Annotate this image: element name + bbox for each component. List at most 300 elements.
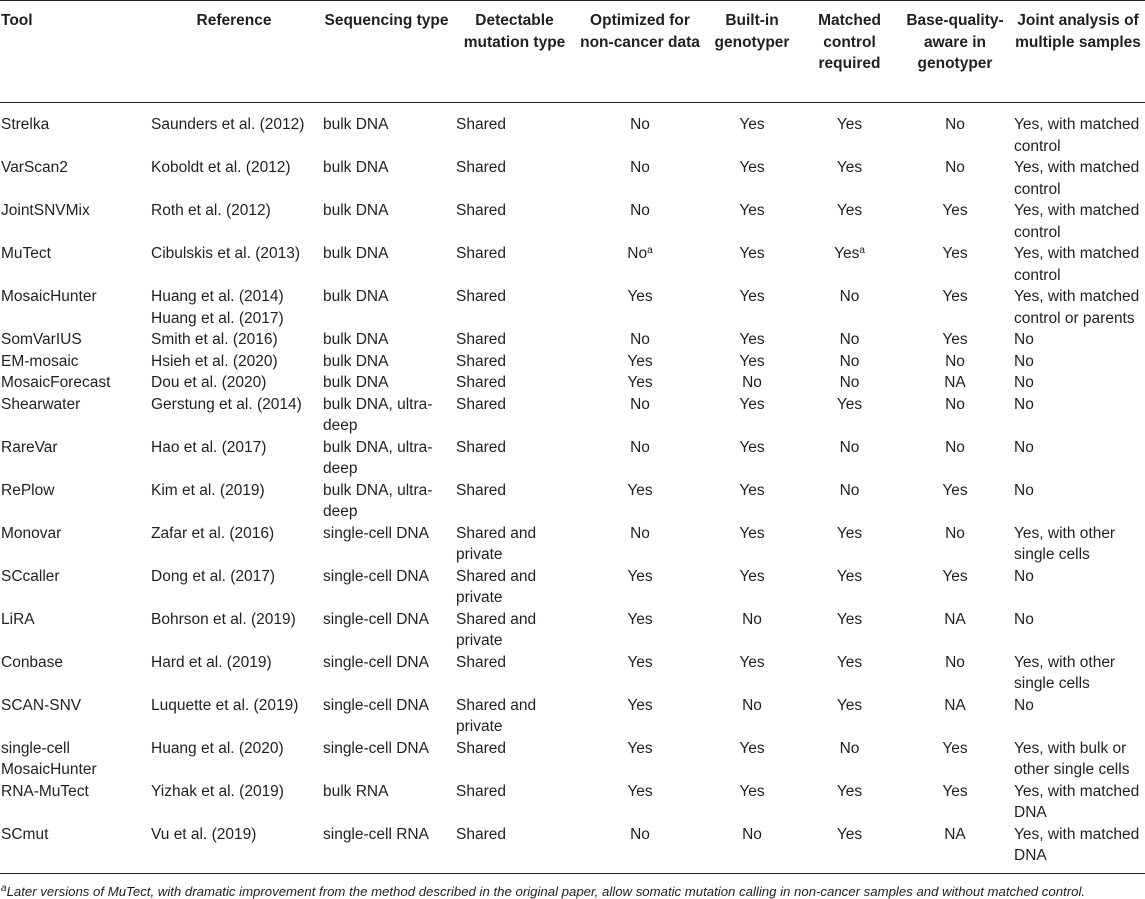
cell-text: Dong et al. (2017)	[151, 567, 276, 585]
cell-text: No	[945, 116, 965, 133]
table-row	[0, 738, 1145, 781]
table-footnote	[1, 884, 1145, 899]
table-cell	[576, 824, 704, 874]
cell-text: Yes	[942, 288, 968, 305]
table-cell	[453, 200, 576, 243]
cell-text: Shared	[456, 481, 506, 499]
cell-text: No	[1014, 567, 1034, 585]
table-cell	[0, 523, 148, 566]
table-cell	[148, 243, 320, 286]
table-cell	[800, 523, 899, 566]
cell-text: Yes	[627, 481, 653, 499]
header-joint-analysis: Joint analysis of multiple samples	[1015, 12, 1141, 51]
cell-text: bulk DNA	[323, 288, 389, 305]
cell-text: Shared and private	[456, 696, 537, 735]
table-cell	[899, 824, 1011, 874]
header-tool: Tool	[1, 12, 33, 29]
cell-text: Yes	[836, 610, 863, 628]
cell-text: Yes	[627, 567, 653, 585]
cell-text: MosaicForecast	[1, 374, 111, 391]
table-row	[0, 781, 1145, 824]
table-cell	[148, 566, 320, 609]
cell-text: No	[1014, 696, 1034, 714]
cell-text: Hsieh et al. (2020)	[151, 352, 278, 370]
cell-text: Yes	[942, 202, 968, 219]
cell-text: NA	[944, 825, 966, 843]
table-cell	[320, 609, 453, 652]
table-cell	[1011, 652, 1145, 695]
table-cell	[899, 437, 1011, 480]
cell-text: No	[839, 438, 860, 456]
table-cell	[0, 103, 148, 158]
cell-text: SCAN-SNV	[1, 696, 82, 714]
table-cell	[453, 480, 576, 523]
cell-text: Yes	[627, 352, 653, 370]
cell-text: Yes	[739, 481, 765, 499]
table-cell	[704, 157, 800, 200]
cell-text: Shared	[456, 245, 506, 262]
table-cell	[0, 157, 148, 200]
table-cell	[0, 351, 148, 373]
table-cell	[1011, 157, 1145, 200]
cell-text: Yes, with other single cells	[1014, 653, 1116, 692]
table-cell	[320, 103, 453, 158]
cell-text: NA	[944, 374, 966, 391]
cell-text: Yes	[836, 524, 863, 542]
cell-text: No	[630, 438, 650, 456]
table-row	[0, 286, 1145, 329]
table-cell	[704, 480, 800, 523]
cell-text: Yes	[739, 739, 765, 757]
table-cell	[800, 437, 899, 480]
cell-text: Yes	[739, 116, 765, 133]
cell-text: bulk DNA	[323, 352, 389, 370]
table-cell	[148, 480, 320, 523]
table-cell	[576, 351, 704, 373]
cell-text: Yes, with matched DNA	[1014, 825, 1140, 864]
table-cell	[148, 394, 320, 437]
cell-text: Yes	[836, 116, 863, 133]
cell-text: Shared	[456, 288, 506, 305]
cell-text: bulk DNA	[323, 245, 389, 262]
table-cell	[453, 351, 576, 373]
cell-text: Yes	[942, 481, 968, 499]
cell-text: Yes	[627, 782, 653, 800]
table-cell	[320, 652, 453, 695]
cell-text: Yes	[739, 438, 765, 456]
table-cell	[576, 286, 704, 329]
cell-text: No	[839, 374, 860, 391]
table-cell	[148, 157, 320, 200]
table-cell	[320, 695, 453, 738]
table-cell	[899, 695, 1011, 738]
header-row	[0, 1, 1145, 103]
cell-text: Huang et al. (2020)	[151, 739, 284, 757]
table-cell	[1011, 695, 1145, 738]
footnote-marker: a	[859, 245, 865, 256]
table-cell	[1011, 781, 1145, 824]
cell-text: JointSNVMix	[1, 202, 90, 219]
table-cell	[704, 824, 800, 874]
cell-text: Koboldt et al. (2012)	[151, 159, 291, 176]
table-cell	[899, 523, 1011, 566]
cell-text: No	[630, 116, 650, 133]
cell-text: No	[742, 696, 762, 714]
cell-text: Cibulskis et al. (2013)	[151, 245, 301, 262]
table-cell	[800, 738, 899, 781]
cell-text: single-cell DNA	[323, 524, 429, 542]
cell-text: bulk DNA, ultra-deep	[323, 481, 433, 520]
table-cell	[148, 351, 320, 373]
table-cell	[704, 394, 800, 437]
cell-text: Conbase	[1, 653, 64, 671]
table-cell	[704, 103, 800, 158]
cell-text: LiRA	[1, 610, 35, 628]
cell-text: Kim et al. (2019)	[151, 481, 265, 499]
cell-text: Yes	[627, 696, 653, 714]
cell-text: Yes	[739, 288, 765, 305]
cell-text: No	[742, 374, 762, 391]
table-cell	[899, 286, 1011, 329]
cell-text: No	[839, 331, 860, 348]
table-cell	[704, 200, 800, 243]
table-row	[0, 372, 1145, 394]
table-cell	[704, 566, 800, 609]
cell-text: Vu et al. (2019)	[151, 825, 257, 843]
cell-text: Yes	[836, 696, 863, 714]
cell-text: No	[1014, 610, 1034, 628]
cell-text: Shared	[456, 116, 506, 133]
cell-text: Shared and private	[456, 567, 537, 606]
cell-text: Yes, with matched control	[1014, 159, 1140, 198]
table-cell	[704, 243, 800, 286]
table-row	[0, 103, 1145, 158]
table-cell	[148, 329, 320, 351]
table-cell	[1011, 738, 1145, 781]
cell-text: bulk DNA	[323, 159, 389, 176]
header-optimized-non-cancer: Optimized for non-cancer data	[580, 12, 700, 51]
table-cell	[1011, 351, 1145, 373]
table-row	[0, 652, 1145, 695]
table-cell	[576, 103, 704, 158]
table-cell	[453, 738, 576, 781]
cell-text: No	[630, 395, 650, 413]
table-cell	[899, 157, 1011, 200]
table-cell	[1011, 372, 1145, 394]
table-cell	[576, 652, 704, 695]
table-cell	[0, 824, 148, 874]
cell-text: Strelka	[1, 116, 50, 133]
table-cell	[453, 523, 576, 566]
table-cell	[1011, 200, 1145, 243]
table-cell	[0, 652, 148, 695]
cell-text: bulk DNA	[323, 116, 389, 133]
cell-text: single-cell DNA	[323, 610, 429, 628]
table-cell	[453, 286, 576, 329]
table-cell	[320, 781, 453, 824]
table-cell	[704, 372, 800, 394]
cell-text: Bohrson et al. (2019)	[151, 610, 296, 628]
cell-text: Yes	[739, 352, 765, 370]
table-cell	[453, 609, 576, 652]
cell-text: Shared and private	[456, 524, 537, 563]
table-cell	[0, 394, 148, 437]
table-cell	[576, 695, 704, 738]
table-cell	[800, 103, 899, 158]
cell-text: bulk RNA	[323, 782, 389, 800]
cell-text: Yes, with other single cells	[1014, 524, 1116, 563]
cell-text: Yes	[942, 331, 968, 348]
cell-text: No	[945, 524, 965, 542]
cell-text: Yes	[836, 567, 863, 585]
table-cell	[453, 566, 576, 609]
cell-text: single-cell DNA	[323, 567, 429, 585]
table-row	[0, 200, 1145, 243]
cell-text: Shared	[456, 331, 506, 348]
cell-text: Yes	[739, 524, 765, 542]
cell-text: No	[742, 825, 762, 843]
cell-text: NA	[944, 610, 966, 628]
cell-text: No	[1014, 438, 1034, 456]
table-cell	[576, 329, 704, 351]
header-built-in-genotyper: Built-in genotyper	[714, 12, 790, 51]
cell-text: Huang et al. (2014) Huang et al. (2017)	[151, 288, 284, 327]
cell-text: No	[839, 352, 860, 370]
cell-text: No	[630, 524, 650, 542]
table-cell	[1011, 437, 1145, 480]
cell-text: No	[1014, 352, 1034, 370]
table-row	[0, 394, 1145, 437]
table-cell	[899, 103, 1011, 158]
cell-text: No	[630, 202, 650, 219]
cell-text: Shared	[456, 352, 506, 370]
cell-text: Shearwater	[1, 395, 81, 413]
header-base-quality-aware: Base-quality-aware in genotyper	[906, 12, 1004, 72]
table-cell	[800, 200, 899, 243]
cell-text: Roth et al. (2012)	[151, 202, 271, 219]
table-cell	[704, 286, 800, 329]
table-cell	[148, 372, 320, 394]
table-cell	[899, 609, 1011, 652]
cell-text: No	[1014, 374, 1034, 391]
cell-text: No	[945, 159, 965, 176]
table-cell	[453, 781, 576, 824]
table-cell	[1011, 394, 1145, 437]
table-cell	[0, 609, 148, 652]
cell-text: Yes	[836, 159, 863, 176]
cell-text: MuTect	[1, 245, 51, 262]
cell-text: Yes	[836, 202, 863, 219]
table-cell	[576, 566, 704, 609]
cell-text: Yes, with matched control or parents	[1014, 288, 1140, 327]
footnote-marker: a	[1, 882, 7, 894]
table-cell	[0, 695, 148, 738]
table-cell	[1011, 824, 1145, 874]
cell-text: Gerstung et al. (2014)	[151, 395, 302, 413]
table-cell	[320, 523, 453, 566]
table-cell	[899, 372, 1011, 394]
table-cell	[0, 437, 148, 480]
cell-text: Monovar	[1, 524, 62, 542]
table-cell	[0, 243, 148, 286]
cell-text: No	[627, 245, 648, 262]
cell-text: Yes	[627, 610, 653, 628]
cell-text: No	[630, 331, 650, 348]
table-cell	[1011, 243, 1145, 286]
header-matched-control: Matched control required	[818, 12, 881, 72]
footnote-text: Later versions of MuTect, with dramatic improvement from the method described in the original paper, allow somatic mutation calling in non-cancer samples and without matched control.	[6, 883, 1086, 899]
table-cell	[704, 329, 800, 351]
cell-text: single-cell DNA	[323, 739, 429, 757]
cell-text: Shared	[456, 653, 506, 671]
table-row	[0, 566, 1145, 609]
cell-text: No	[630, 159, 650, 176]
cell-text: single-cell MosaicHunter	[1, 739, 97, 778]
table-cell	[148, 781, 320, 824]
table-cell	[0, 566, 148, 609]
cell-text: Yes	[836, 782, 863, 800]
table-cell	[800, 351, 899, 373]
table-row	[0, 695, 1145, 738]
table-cell	[0, 738, 148, 781]
table-cell	[320, 243, 453, 286]
table-cell	[0, 781, 148, 824]
cell-text: bulk DNA	[323, 202, 389, 219]
cell-text: RareVar	[1, 438, 58, 456]
table-cell	[320, 200, 453, 243]
table-cell	[453, 652, 576, 695]
table-cell	[576, 738, 704, 781]
table-cell	[320, 157, 453, 200]
table-row	[0, 480, 1145, 523]
table-cell	[899, 652, 1011, 695]
header-sequencing-type: Sequencing type	[324, 12, 449, 29]
cell-text: single-cell DNA	[323, 653, 429, 671]
cell-text: No	[839, 739, 860, 757]
cell-text: single-cell RNA	[323, 825, 429, 843]
cell-text: No	[839, 288, 860, 305]
table-cell	[800, 286, 899, 329]
table-cell	[0, 480, 148, 523]
table-cell	[704, 351, 800, 373]
table-cell	[899, 200, 1011, 243]
table-cell	[0, 286, 148, 329]
table-cell	[576, 609, 704, 652]
table-cell	[320, 437, 453, 480]
table-cell	[1011, 566, 1145, 609]
table-cell	[1011, 103, 1145, 158]
cell-text: Saunders et al. (2012)	[151, 116, 305, 133]
cell-text: No	[1014, 331, 1034, 348]
cell-text: single-cell DNA	[323, 696, 429, 714]
table-cell	[800, 652, 899, 695]
header-reference: Reference	[196, 12, 272, 29]
table-cell	[453, 437, 576, 480]
table-cell	[704, 695, 800, 738]
table-cell	[800, 243, 899, 286]
cell-text: Zafar et al. (2016)	[151, 524, 275, 542]
cell-text: Yes	[739, 331, 765, 348]
table-cell	[899, 738, 1011, 781]
table-cell	[1011, 523, 1145, 566]
table-cell	[899, 243, 1011, 286]
table-cell	[576, 372, 704, 394]
table-cell	[453, 824, 576, 874]
cell-text: Yizhak et al. (2019)	[151, 782, 284, 800]
cell-text: Yes	[627, 288, 653, 305]
cell-text: bulk DNA	[323, 374, 389, 391]
cell-text: bulk DNA, ultra-deep	[323, 395, 433, 434]
cell-text: Yes	[942, 567, 968, 585]
cell-text: Shared	[456, 825, 506, 843]
table-cell	[899, 351, 1011, 373]
cell-text: Yes	[627, 739, 653, 757]
table-cell	[453, 394, 576, 437]
table-cell	[576, 781, 704, 824]
table-cell	[800, 480, 899, 523]
table-cell	[899, 329, 1011, 351]
table-cell	[453, 243, 576, 286]
cell-text: SomVarIUS	[1, 331, 82, 348]
table-cell	[576, 243, 704, 286]
cell-text: No	[945, 352, 965, 370]
table-cell	[800, 329, 899, 351]
cell-text: Yes, with matched control	[1014, 116, 1140, 155]
table-cell	[576, 394, 704, 437]
table-cell	[453, 157, 576, 200]
table-cell	[704, 738, 800, 781]
table-cell	[800, 781, 899, 824]
table-cell	[453, 103, 576, 158]
cell-text: RePlow	[1, 481, 55, 499]
cell-text: NA	[944, 696, 966, 714]
cell-text: bulk DNA, ultra-deep	[323, 438, 433, 477]
table-cell	[576, 437, 704, 480]
table-cell	[576, 200, 704, 243]
table-cell	[800, 372, 899, 394]
table-cell	[320, 329, 453, 351]
cell-text: Hao et al. (2017)	[151, 438, 267, 456]
cell-text: Shared and private	[456, 610, 537, 649]
cell-text: MosaicHunter	[1, 288, 97, 305]
cell-text: Shared	[456, 395, 506, 413]
cell-text: Yes	[739, 245, 765, 262]
cell-text: SCcaller	[1, 567, 60, 585]
cell-text: Yes	[739, 653, 765, 671]
cell-text: No	[945, 395, 965, 413]
table-cell	[148, 200, 320, 243]
table-cell	[1011, 480, 1145, 523]
table-cell	[1011, 609, 1145, 652]
cell-text: No	[1014, 395, 1034, 413]
table-cell	[576, 157, 704, 200]
cell-text: Shared	[456, 739, 506, 757]
table-cell	[320, 738, 453, 781]
cell-text: No	[742, 610, 762, 628]
table-cell	[1011, 286, 1145, 329]
table-cell	[148, 286, 320, 329]
table-cell	[576, 523, 704, 566]
cell-text: bulk DNA	[323, 331, 389, 348]
cell-text: Yes	[627, 653, 653, 671]
cell-text: No	[839, 481, 860, 499]
table-cell	[148, 103, 320, 158]
table-cell	[0, 372, 148, 394]
cell-text: Shared	[456, 159, 506, 176]
table-cell	[899, 480, 1011, 523]
table-cell	[800, 157, 899, 200]
table-cell	[320, 351, 453, 373]
